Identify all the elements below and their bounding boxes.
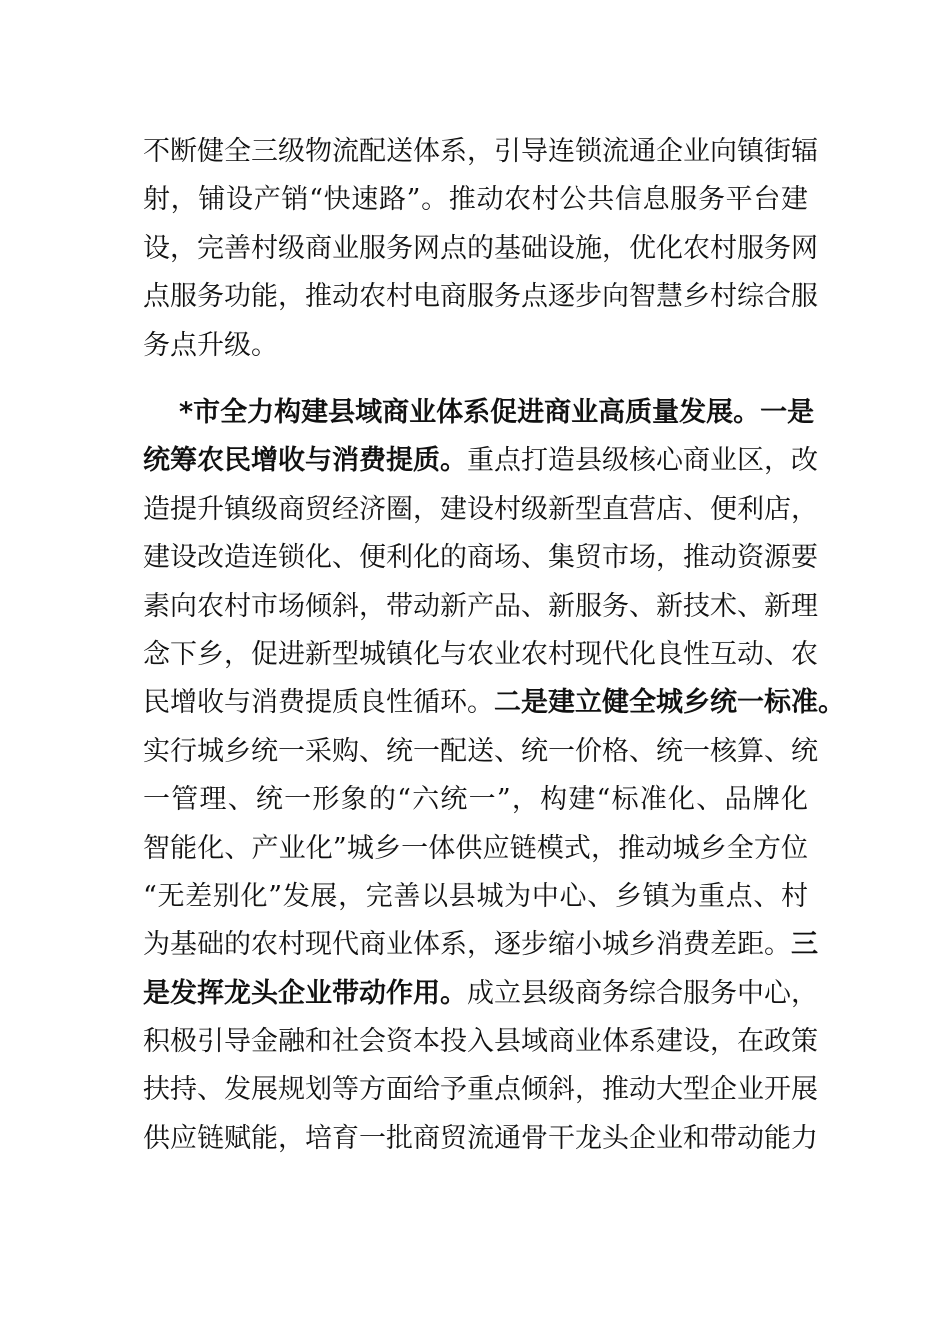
text-line: “无差别化”发展，完善以县城为中心、乡镇为重点、村 — [143, 880, 808, 912]
text-line: 设，完善村级商业服务网点的基础设施，优化农村服务网 — [143, 232, 818, 264]
body-text: 民增收与消费提质良性循环。 — [143, 687, 494, 719]
text-line: 素向农村市场倾斜，带动新产品、新服务、新技术、新理 — [143, 590, 818, 622]
body-text: 成立县级商务综合服务中心， — [467, 977, 818, 1009]
text-line: 建设改造连锁化、便利化的商场、集贸市场，推动资源要 — [143, 542, 818, 574]
paragraph-county-commerce — [143, 389, 845, 1163]
subheading-text: 统筹农民增收与消费提质。 — [143, 445, 467, 477]
text-line — [143, 921, 818, 969]
paragraph-logistics — [143, 128, 818, 370]
subheading-text: 二是建立健全城乡统一标准。 — [494, 687, 845, 719]
text-line: 供应链赋能，培育一批商贸流通骨干龙头企业和带动能力 — [143, 1122, 818, 1154]
text-line: 造提升镇级商贸经济圈，建设村级新型直营店、便利店， — [143, 493, 818, 525]
subheading-text: 三 — [791, 929, 818, 961]
text-line: 扶持、发展规划等方面给予重点倾斜，推动大型企业开展 — [143, 1074, 818, 1106]
text-line: 务点升级。 — [143, 329, 278, 361]
text-line: 实行城乡统一采购、统一配送、统一价格、统一核算、统 — [143, 735, 818, 767]
text-line: 一管理、统一形象的“六统一”，构建“标准化、品牌化 — [143, 784, 808, 816]
subheading-text: 是发挥龙头企业带动作用。 — [143, 977, 467, 1009]
text-line: 不断健全三级物流配送体系，引导连锁流通企业向镇街辐 — [143, 136, 818, 167]
text-line: 智能化、产业化”城乡一体供应链模式，推动城乡全方位 — [143, 832, 808, 864]
text-line — [143, 970, 818, 1018]
body-text: 为基础的农村现代商业体系，逐步缩小城乡消费差距。 — [143, 929, 791, 961]
text-line: 射，铺设产销“快速路”。推动农村公共信息服务平台建 — [143, 184, 808, 216]
text-line: 积极引导金融和社会资本投入县域商业体系建设，在政策 — [143, 1026, 818, 1058]
text-line — [143, 679, 845, 727]
heading-text: *市全力构建县域商业体系促进商业高质量发展。一是 — [179, 397, 815, 428]
text-line — [143, 437, 818, 485]
text-line: 念下乡，促进新型城镇化与农业农村现代化良性互动、农 — [143, 638, 818, 670]
body-text: 重点打造县级核心商业区，改 — [467, 445, 818, 477]
text-line — [143, 389, 815, 437]
text-line: 点服务功能，推动农村电商服务点逐步向智慧乡村综合服 — [143, 281, 818, 313]
